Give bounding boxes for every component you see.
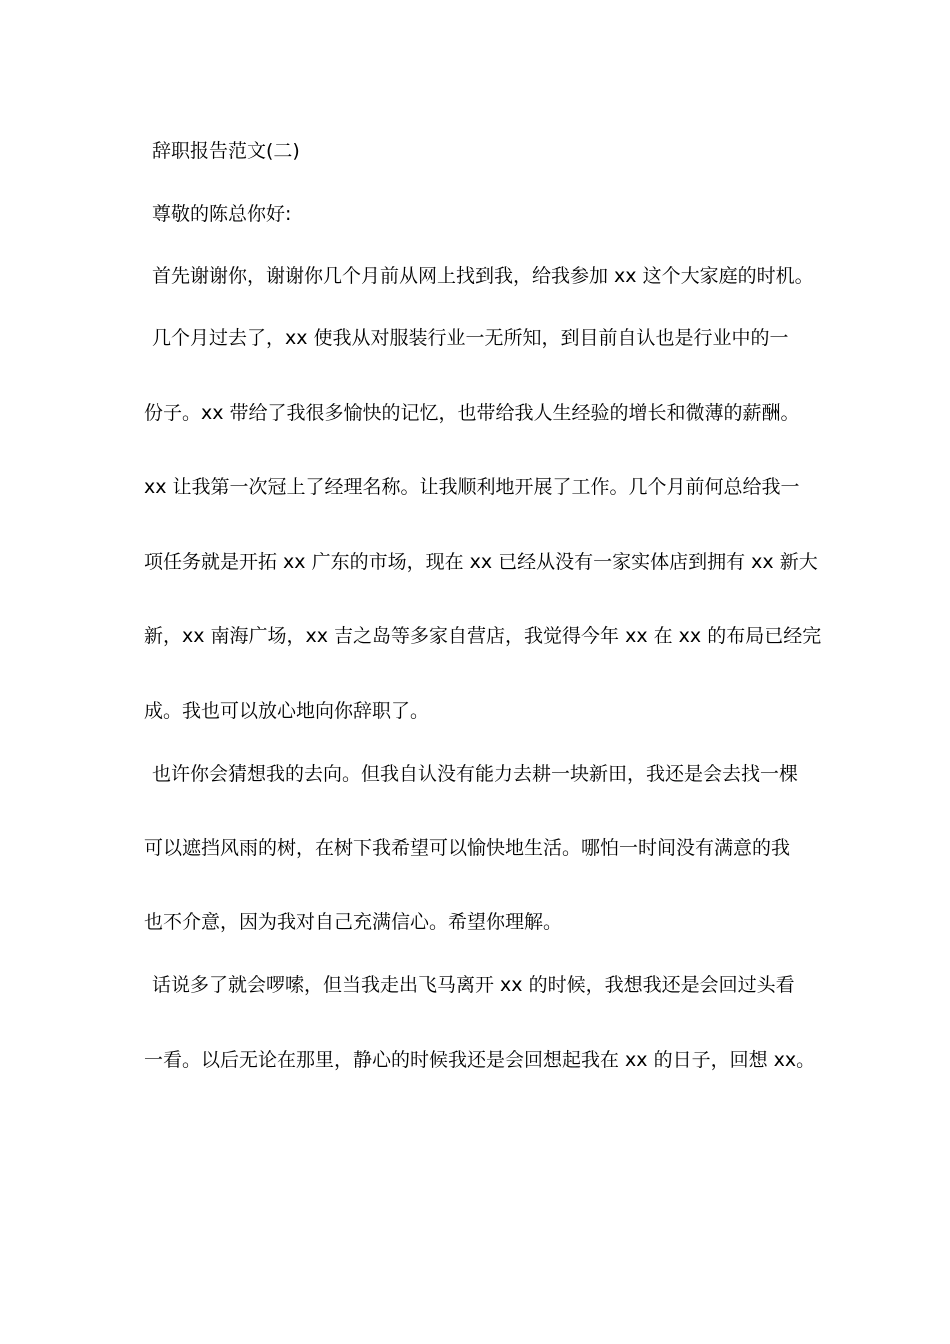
paragraph-1-line-1: 首先谢谢你，谢谢你几个月前从网上找到我，给我参加 xx 这个大家庭的时机。 xyxy=(152,265,814,287)
document-title: 辞职报告范文(二) xyxy=(152,140,300,162)
paragraph-2-line-6: 成。我也可以放心地向你辞职了。 xyxy=(144,700,430,722)
paragraph-4-line-1: 话说多了就会啰嗦，但当我走出飞马离开 xx 的时候，我想我还是会回过头看 xyxy=(152,974,795,996)
paragraph-2-line-2: 份子。xx 带给了我很多愉快的记忆，也带给我人生经验的增长和微薄的薪酬。 xyxy=(144,402,800,424)
paragraph-4-line-2: 一看。以后无论在那里，静心的时候我还是会回想起我在 xx 的日子，回想 xx。 xyxy=(144,1049,816,1071)
salutation: 尊敬的陈总你好: xyxy=(152,203,292,225)
paragraph-3-line-3: 也不介意，因为我对自己充满信心。希望你理解。 xyxy=(144,911,563,933)
paragraph-2-line-1: 几个月过去了，xx 使我从对服装行业一无所知，到目前自认也是行业中的一 xyxy=(152,327,789,349)
paragraph-2-line-5: 新，xx 南海广场，xx 吉之岛等多家自营店，我觉得今年 xx 在 xx 的布局已经完 xyxy=(144,625,822,647)
paragraph-3-line-1: 也许你会猜想我的去向。但我自认没有能力去耕一块新田，我还是会去找一棵 xyxy=(152,763,799,785)
paragraph-2-line-3: xx 让我第一次冠上了经理名称。让我顺利地开展了工作。几个月前何总给我一 xyxy=(144,476,800,498)
paragraph-3-line-2: 可以遮挡风雨的树，在树下我希望可以愉快地生活。哪怕一时间没有满意的我 xyxy=(144,837,791,859)
paragraph-2-line-4: 项任务就是开拓 xx 广东的市场，现在 xx 已经从没有一家实体店到拥有 xx 新大 xyxy=(144,551,818,573)
